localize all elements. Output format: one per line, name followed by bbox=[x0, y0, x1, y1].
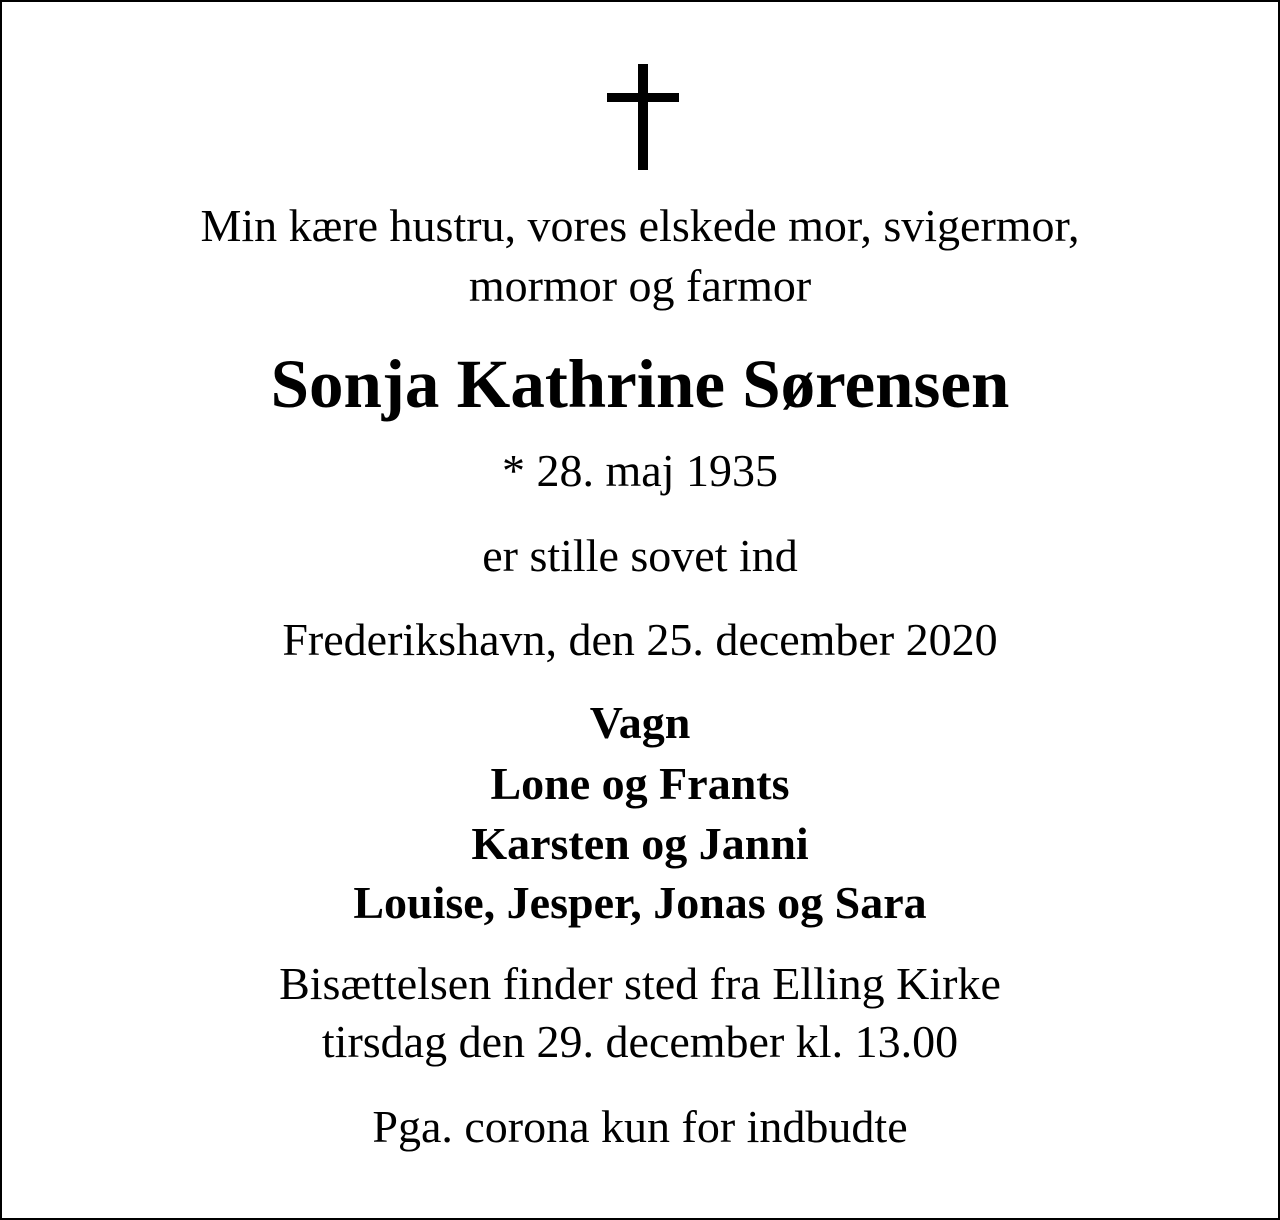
passed-text: er stille sovet ind bbox=[482, 530, 798, 581]
deceased-name: Sonja Kathrine Sørensen bbox=[270, 346, 1010, 422]
family-line: Vagn bbox=[589, 697, 691, 748]
service-line-2: tirsdag den 29. december kl. 13.00 bbox=[321, 1016, 959, 1067]
family-line: Karsten og Janni bbox=[471, 818, 809, 869]
family-line: Louise, Jesper, Jonas og Sara bbox=[353, 877, 927, 928]
cross-icon bbox=[607, 64, 679, 172]
intro-line-1: Min kære hustru, vores elskede mor, svigermor, bbox=[200, 200, 1080, 251]
intro-line-2: mormor og farmor bbox=[468, 260, 812, 311]
service-line-1: Bisættelsen finder sted fra Elling Kirke bbox=[279, 958, 1001, 1009]
attendance-note: Pga. corona kun for indbudte bbox=[372, 1101, 908, 1152]
place-and-date: Frederikshavn, den 25. december 2020 bbox=[282, 614, 998, 665]
birth-date: * 28. maj 1935 bbox=[502, 445, 778, 496]
family-line: Lone og Frants bbox=[490, 758, 790, 809]
